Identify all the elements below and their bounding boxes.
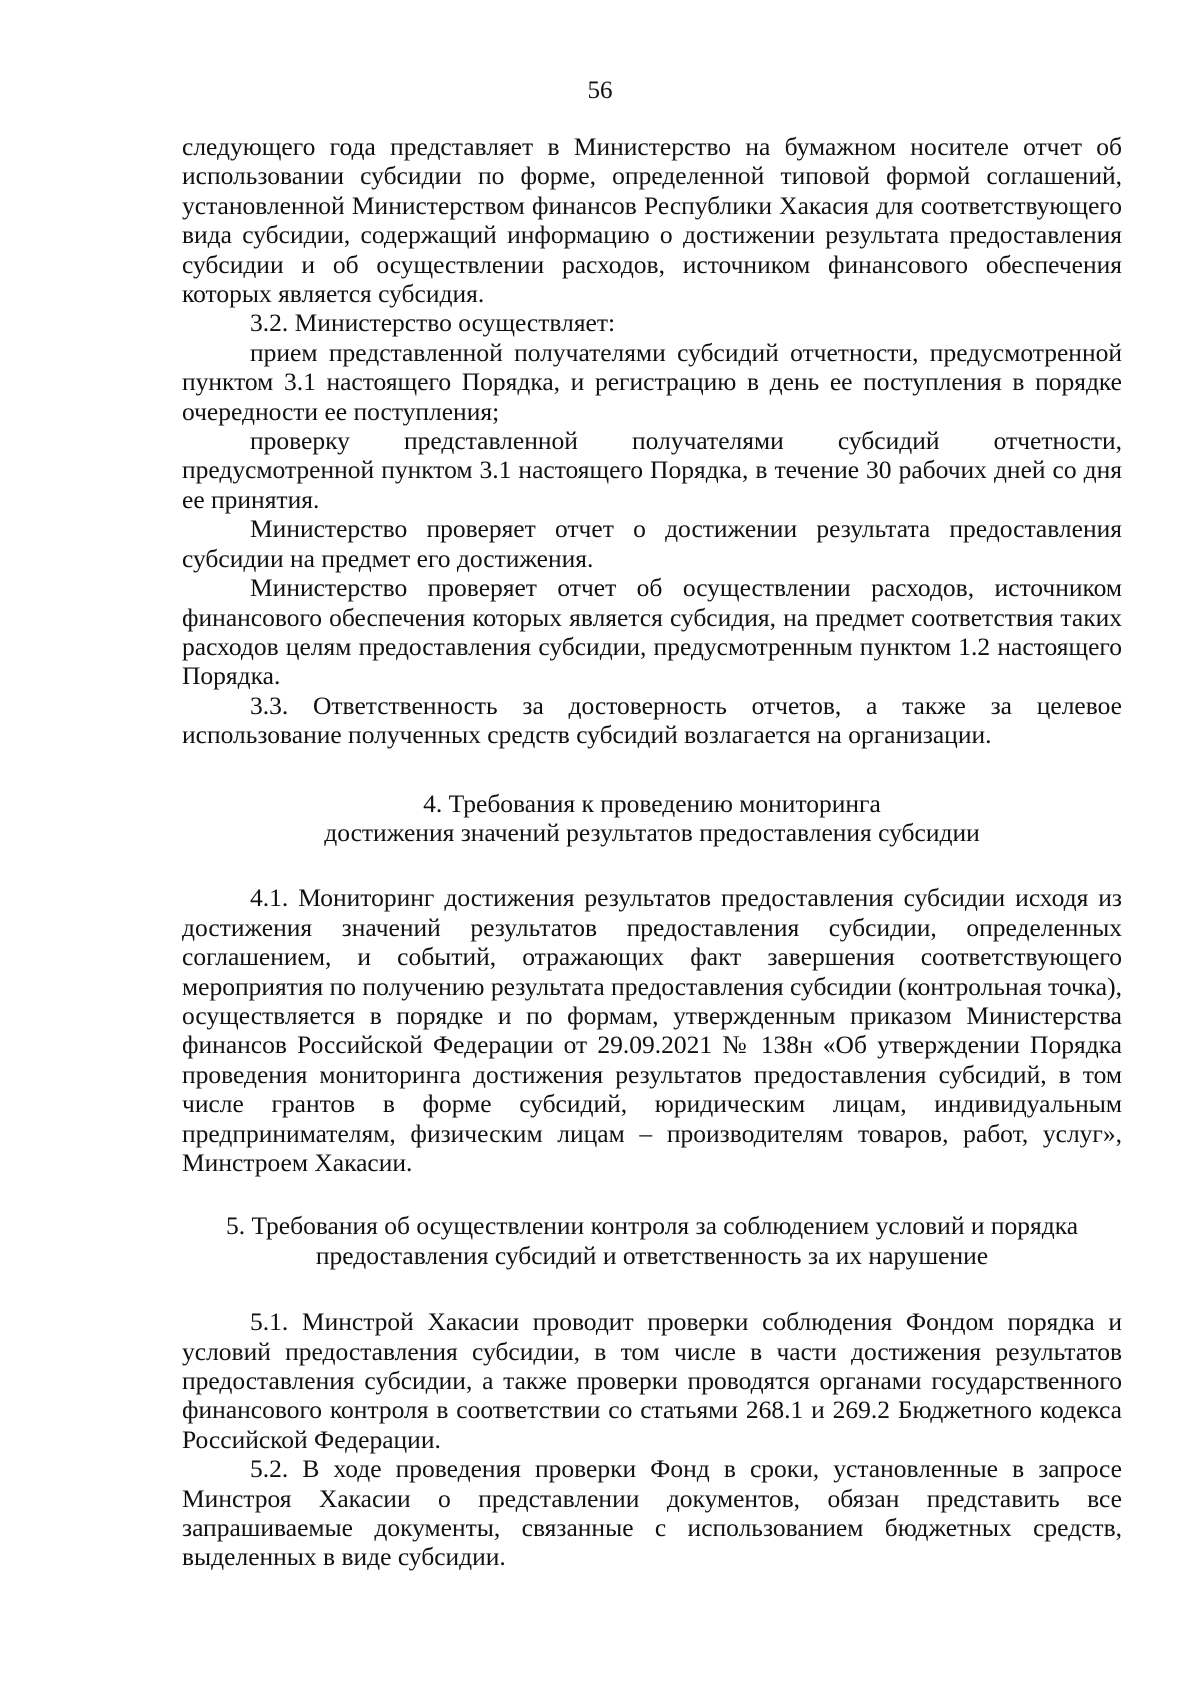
paragraph-3-2: 3.2. Министерство осуществляет: <box>250 308 616 338</box>
paragraph-5-1: 5.1. Минстрой Хакасии проводит проверки соблюдения Фондом порядка и условий предоставления субсидии, в том числе в части достижения результатов предоставления субсидии, а также проверки проводятся органами государственного финансового контроля в соответствии со статьями 268.1 и 269.2 Бюджетного кодекса Российской Федерации. <box>182 1307 1122 1454</box>
section-5-heading-line-1: 5. Требования об осуществлении контроля за соблюдением условий и порядка <box>225 1211 1079 1241</box>
section-4-heading-line-1: 4. Требования к проведению мониторинга <box>423 788 881 818</box>
paragraph-expense-check: Министерство проверяет отчет об осуществлении расходов, источником финансового обеспечения которых является субсидия, на предмет соответствия таких расходов целям предоставления субсидии, предусмотренным пунктом 1.2 настоящего Порядка. <box>182 573 1122 691</box>
paragraph-5-2: 5.2. В ходе проведения проверки Фонд в сроки, установленные в запросе Минстроя Хакасии о представлении документов, обязан представить все запрашиваемые документы, связанные с использованием бюджетных средств, выделенных в виде субсидии. <box>182 1454 1122 1572</box>
paragraph-continuation: следующего года представляет в Министерство на бумажном носителе отчет об использовании субсидии по форме, определенной типовой формой соглашений, установленной Министерством финансов Республики Хакасия для соответствующего вида субсидии, содержащий информацию о достижении результата предоставления субсидии и об осуществлении расходов, источником финансового обеспечения которых является субсидия. <box>182 132 1122 309</box>
paragraph-4-1: 4.1. Мониторинг достижения результатов предоставления субсидии исходя из достижения значений результатов предоставления субсидии, определенных соглашением, и событий, отражающих факт завершения соответствующего мероприятия по получению результата предоставления субсидии (контрольная точка), осуществляется в порядке и по формам, утвержденным приказом Министерства финансов Российской Федерации от 29.09.2021 № 138н «Об утверждении Порядка проведения мониторинга достижения результатов предоставления субсидий, в том числе грантов в форме субсидий, юридическим лицам, индивидуальным предпринимателям, физическим лицам – производителям товаров, работ, услуг», Минстроем Хакасии. <box>182 883 1122 1177</box>
section-5-heading-line-2: предоставления субсидий и ответственность за их нарушение <box>315 1240 989 1270</box>
paragraph-3-3: 3.3. Ответственность за достоверность отчетов, а также за целевое использование полученных средств субсидий возлагается на организации. <box>182 690 1122 750</box>
section-5-heading <box>182 1211 1122 1270</box>
page-number: 56 <box>587 77 613 104</box>
section-4-heading <box>182 789 1122 848</box>
paragraph-acceptance: прием представленной получателями субсидий отчетности, предусмотренной пунктом 3.1 настоящего Порядка, и регистрацию в день ее поступления в порядке очередности ее поступления; <box>182 337 1122 426</box>
section-4-heading-line-2: достижения значений результатов предоставления субсидии <box>324 817 980 847</box>
paragraph-verification: проверку представленной получателями субсидий отчетности, предусмотренной пунктом 3.1 настоящего Порядка, в течение 30 рабочих дней со дня ее принятия. <box>182 426 1122 514</box>
paragraph-result-check: Министерство проверяет отчет о достижении результата предоставления субсидии на предмет его достижения. <box>182 514 1122 573</box>
document-body <box>182 132 1122 1572</box>
